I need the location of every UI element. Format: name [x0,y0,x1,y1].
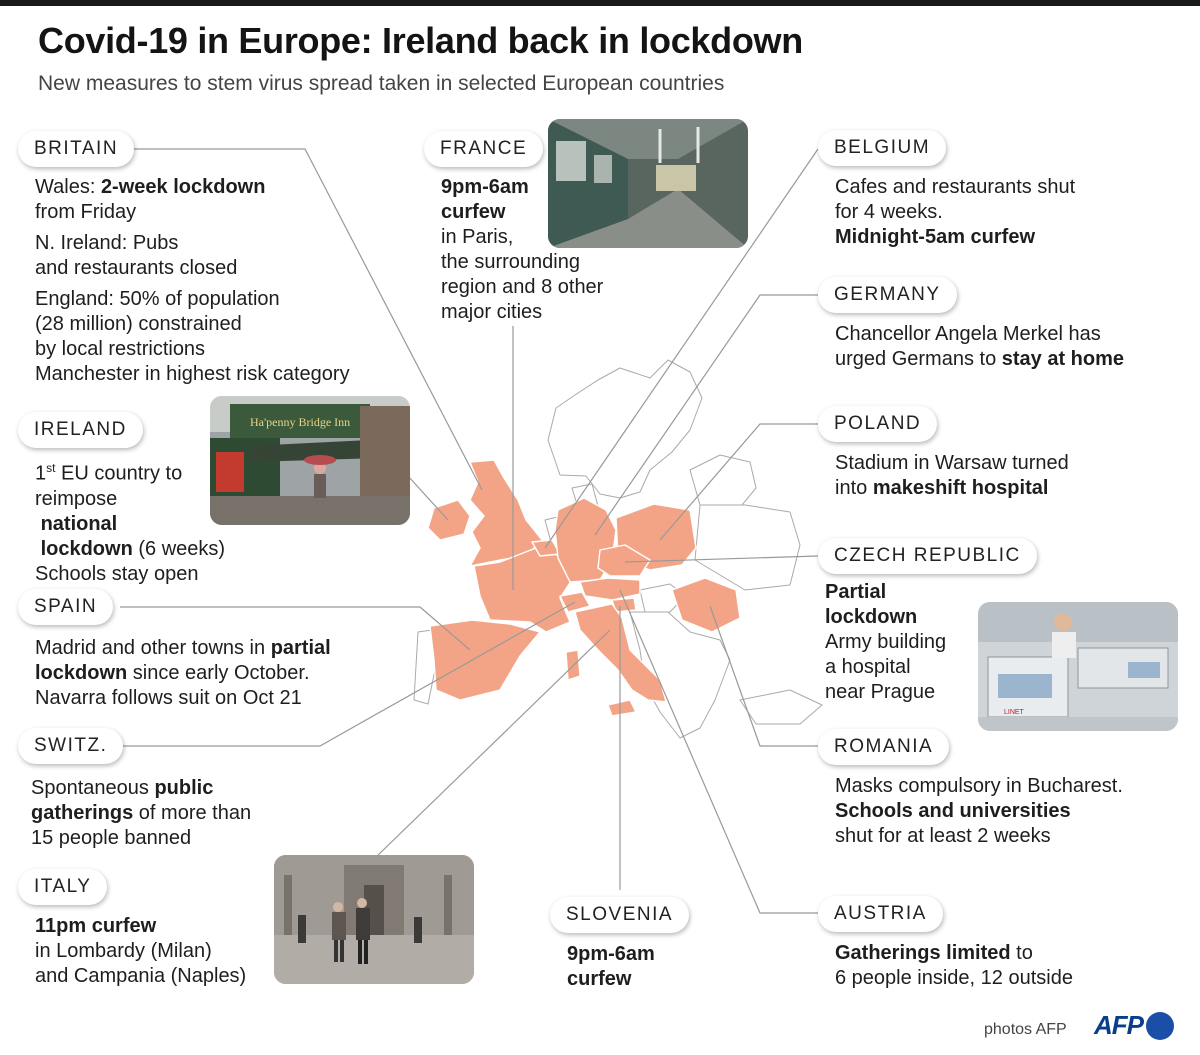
britain-ni-1: N. Ireland: Pubs [35,232,179,254]
france-line-1: in Paris, [441,226,514,248]
romania-bold: Schools and universities [835,800,1071,822]
britain-ni-2: and restaurants closed [35,257,238,279]
scandinavia-outline [548,360,702,498]
poland-line-2: into [835,477,873,499]
photo-bed-label: LINET [1004,709,1024,716]
switz-line-2: of more than [133,802,252,824]
afp-logo-text: AFP [1094,1010,1143,1040]
switz-line-1: Spontaneous [31,777,155,799]
switz-line-3: 15 people banned [31,827,192,849]
label-ireland: IRELAND [18,412,143,448]
text-switzerland [31,776,291,851]
slovenia-bold-2: curfew [567,968,632,990]
belgium-line-2: for 4 weeks. [835,201,943,223]
switz-bold-1: public [154,777,214,799]
ireland-bold-2: lockdown [40,537,133,560]
france-bold-2: curfew [441,201,506,223]
spain-line-3: Navarra follows suit on Oct 21 [35,687,302,709]
ireland-line-4: Schools stay open [35,562,199,585]
belgium-line-1: Cafes and restaurants shut [835,176,1076,198]
text-belgium [835,175,1175,250]
belarus-ukraine-outline [695,505,800,590]
text-poland [835,451,1175,501]
britain-wales-lead: Wales: [35,176,101,198]
turkey-outline [740,690,822,724]
ireland-ordinal: 1 [35,462,47,485]
label-czech-republic: CZECH REPUBLIC [818,538,1037,574]
map-sicily [608,700,636,716]
leader-romania [710,606,818,746]
text-slovenia [567,942,717,992]
page-subtitle: New measures to stem virus spread taken in selected European countries [38,72,725,95]
text-france [441,175,641,325]
text-ireland [35,456,235,587]
spain-line-2: since early October. [127,662,310,684]
france-line-3: region and 8 other [441,276,604,298]
france-line-4: major cities [441,301,543,323]
text-italy [35,914,275,989]
germany-bold: stay at home [1001,348,1125,370]
ireland-ordinal-suffix: st [46,461,56,475]
photo-credit: photos AFP [984,1021,1067,1038]
label-belgium: BELGIUM [818,130,946,166]
text-austria [835,941,1175,991]
label-italy: ITALY [18,869,107,905]
ireland-bold-1: national [40,512,118,535]
slovenia-bold-1: 9pm-6am [567,943,655,965]
label-romania: ROMANIA [818,729,949,765]
czech-line-3: near Prague [825,681,936,703]
label-spain: SPAIN [18,589,113,625]
britain-wales-bold: 2-week lockdown [100,176,266,198]
ireland-line-2: reimpose [35,487,118,510]
poland-bold: makeshift hospital [872,477,1049,499]
romania-line-1: Masks compulsory in Bucharest. [835,775,1123,797]
photo-prague-hospital [978,602,1178,731]
czech-bold-1: Partial [825,581,887,603]
label-poland: POLAND [818,406,937,442]
label-slovenia: SLOVENIA [550,897,689,933]
spain-bold-1: partial [270,637,331,659]
photo-dublin-pub [210,396,410,525]
text-czech-republic [825,580,975,705]
afp-logo-dot-icon [1146,1012,1174,1040]
austria-line-1: to [1010,942,1033,964]
ireland-line-1: EU country to [55,462,183,485]
britain-england-3: by local restrictions [35,338,206,360]
belgium-bold: Midnight-5am curfew [835,226,1036,248]
czech-line-1: Army building [825,631,947,653]
ireland-line-3: (6 weeks) [132,537,226,560]
spain-bold-2: lockdown [35,662,128,684]
germany-line-1: Chancellor Angela Merkel has [835,323,1101,345]
italy-line-2: and Campania (Naples) [35,965,247,987]
map-romania [672,578,740,632]
britain-england-2: (28 million) constrained [35,313,242,335]
czech-line-2: a hospital [825,656,911,678]
austria-bold: Gatherings limited [835,942,1011,964]
czech-bold-2: lockdown [825,606,918,628]
france-bold-1: 9pm-6am [441,176,529,198]
text-romania [835,774,1185,849]
map-ireland [428,500,470,540]
spain-line-1: Madrid and other towns in [35,637,271,659]
france-line-2: the surrounding [441,251,580,273]
switz-bold-2: gatherings [31,802,134,824]
photo-milan-square [274,855,474,984]
label-france: FRANCE [424,131,543,167]
text-spain [35,636,415,711]
romania-line-2: shut for at least 2 weeks [835,825,1051,847]
britain-england-4: Manchester in highest risk category [35,363,350,385]
italy-bold: 11pm curfew [35,915,157,937]
britain-england-1: England: 50% of population [35,288,280,310]
label-switzerland: SWITZ. [18,728,123,764]
leader-ireland [408,476,448,520]
page-title: Covid-19 in Europe: Ireland back in lockdown [38,20,803,61]
italy-line-1: in Lombardy (Milan) [35,940,212,962]
photo-pub-sign: Ha'penny Bridge Inn [250,415,351,429]
label-austria: AUSTRIA [818,896,943,932]
text-britain [35,175,395,387]
map-spain [430,620,540,700]
baltic-outline [690,455,756,505]
poland-line-1: Stadium in Warsaw turned [835,452,1069,474]
label-germany: GERMANY [818,277,957,313]
afp-logo [1094,1010,1174,1041]
text-germany [835,322,1175,372]
germany-line-2: urged Germans to [835,348,1002,370]
austria-line-2: 6 people inside, 12 outside [835,967,1073,989]
label-britain: BRITAIN [18,131,134,167]
map-sardinia [566,650,580,680]
britain-wales-tail: from Friday [35,201,137,223]
map-austria [580,578,640,600]
